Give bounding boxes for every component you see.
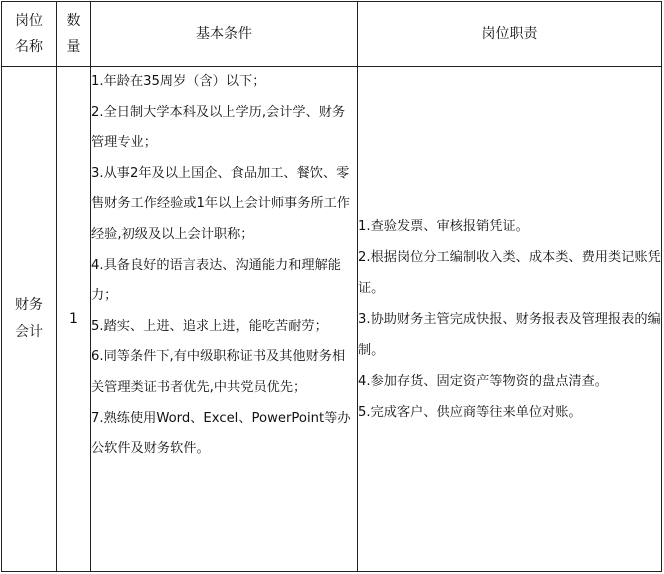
- header-row: [2, 2, 662, 67]
- list-item: 2.根据岗位分工编制收入类、成本类、费用类记账凭证。: [358, 249, 661, 296]
- list-item: 6.同等条件下,有中级职称证书及其他财务相关管理类证书者优先,中共党员优先；: [91, 349, 346, 395]
- header-duties: 岗位职责: [358, 2, 662, 67]
- list-item: 3.协助财务主管完成快报、财务报表及管理报表的编制。: [358, 311, 661, 358]
- list-item: 5.踏实、上进、追求上进，能吃苦耐劳；: [91, 318, 328, 334]
- list-item: 3.从事2年及以上国企、食品加工、餐饮、零售财务工作经验或1年以上会计师事务所工作经验,初级及以上会计职称；: [91, 165, 350, 242]
- list-item: 1.年龄在35周岁（含）以下；: [91, 74, 266, 89]
- list-item: 1.查验发票、审核报销凭证。: [358, 218, 529, 234]
- header-count: 数 量: [57, 2, 91, 67]
- duties-list: [358, 211, 661, 428]
- requirements-list: [91, 67, 357, 465]
- list-item: 4.具备良好的语言表达、沟通能力和理解能力；: [91, 257, 341, 304]
- header-position-name: 岗位 名称: [2, 2, 57, 67]
- list-item: 4.参加存货、固定资产等物资的盘点清查。: [358, 373, 608, 389]
- table-row: [2, 67, 662, 572]
- cell-count: 1: [57, 67, 91, 572]
- list-item: 5.完成客户、供应商等往来单位对账。: [358, 404, 582, 420]
- cell-requirements: [91, 67, 358, 572]
- list-item: 2.全日制大学本科及以上学历,会计学、财务管理专业；: [91, 104, 346, 151]
- header-requirements: 基本条件: [91, 2, 358, 67]
- cell-position-name: 财务 会计: [2, 67, 57, 572]
- cell-duties: [358, 67, 662, 572]
- job-table: [1, 1, 662, 572]
- list-item: 7.熟练使用Word、Excel、PowerPoint等办公软件及财务软件。: [91, 410, 351, 457]
